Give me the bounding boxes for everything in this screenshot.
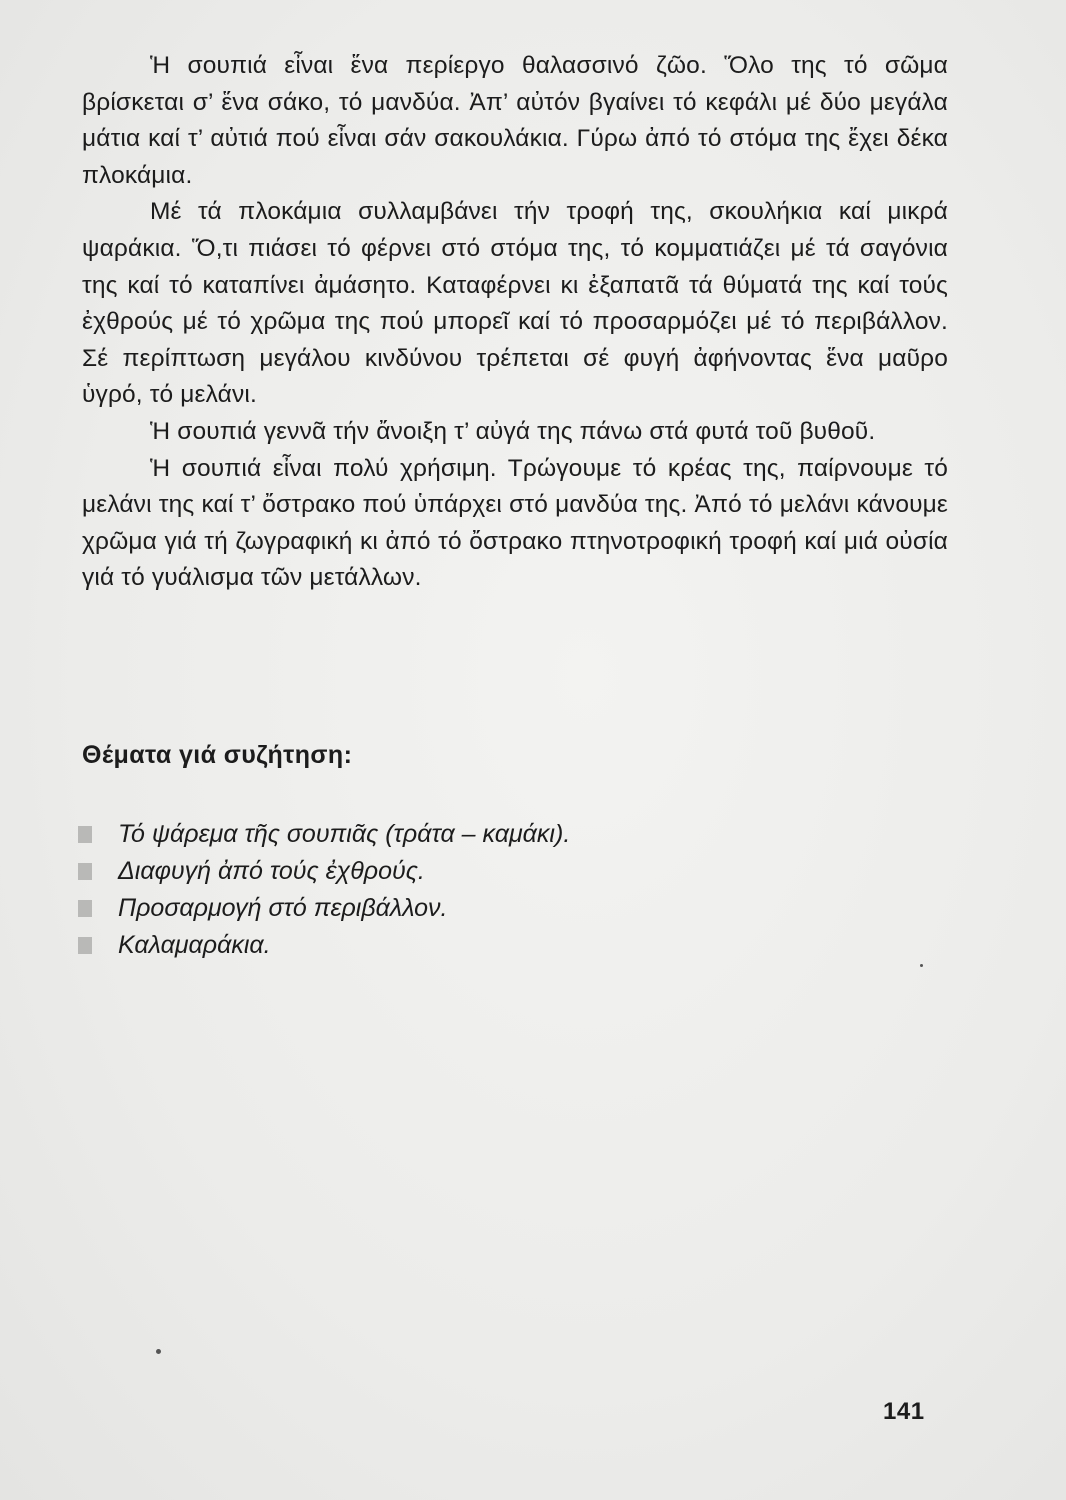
paragraph-usefulness: Ἡ σουπιά εἶναι πολύ χρήσιμη. Τρώγουμε τό κρέας της, παίρνουμε τό μελάνι της καί τ’ ὄστρακο πού ὑπάρχει στό μανδύα της. Ἀπό τό μελάνι κάνουμε χρῶμα γιά τή ζωγραφική κι ἀπό τό ὄστρακο πτηνοτροφική τροφή καί μιά οὐσία γιά τό γυάλισμα τῶν μετάλλων. bbox=[82, 454, 948, 592]
square-bullet-icon bbox=[78, 826, 92, 843]
discussion-topics-list bbox=[78, 816, 570, 964]
topic-text: Διαφυγή ἀπό τούς ἐχθρούς. bbox=[118, 857, 425, 885]
discussion-heading: Θέματα γιά συζήτηση: bbox=[82, 741, 353, 769]
paragraph-feeding-defense: Μέ τά πλοκάμια συλλαμβάνει τήν τροφή της, σκουλήκια καί μικρά ψαράκια. Ὅ,τι πιάσει τό φέρνει στό στόμα της, τό κομματιάζει μέ τά σαγόνια της καί τό καταπίνει ἀμάσητο. Καταφέρνει κι ἐξαπατᾶ τά θύματά της καί τούς ἐχθρούς μέ τό χρῶμα της πού μπορεῖ καί τό προσαρμόζει μέ τό περιβάλλον. Σέ περίπτωση μεγάλου κινδύνου τρέπεται σέ φυγή ἀφήνοντας ἕνα μαῦρο ὑγρό, τό μελάνι. bbox=[82, 198, 948, 409]
list-item bbox=[78, 816, 570, 853]
list-item bbox=[78, 927, 570, 964]
body-text bbox=[82, 48, 948, 597]
topic-text: Καλαμαράκια. bbox=[118, 931, 271, 959]
list-item bbox=[78, 890, 570, 927]
ink-speck bbox=[920, 964, 923, 967]
page-number: 141 bbox=[883, 1398, 925, 1425]
ink-speck bbox=[156, 1349, 161, 1354]
square-bullet-icon bbox=[78, 937, 92, 954]
topic-text: Τό ψάρεμα τῆς σουπιᾶς (τράτα – καμάκι). bbox=[118, 820, 571, 848]
paragraph-reproduction: Ἡ σουπιά γεννᾶ τήν ἄνοιξη τ’ αὐγά της πάνω στά φυτά τοῦ βυθοῦ. bbox=[150, 417, 876, 445]
paragraph-cuttlefish-body: Ἡ σουπιά εἶναι ἕνα περίεργο θαλασσινό ζῶο. Ὅλο της τό σῶμα βρίσκεται σ’ ἕνα σάκο, τό μανδύα. Ἀπ’ αὐτόν βγαίνει τό κεφάλι μέ δύο μεγάλα μάτια καί τ’ αὐτιά πού εἶναι σάν σακουλάκια. Γύρω ἀπό τό στόμα της ἔχει δέκα πλοκάμια. bbox=[82, 52, 948, 189]
square-bullet-icon bbox=[78, 900, 92, 917]
square-bullet-icon bbox=[78, 863, 92, 880]
topic-text: Προσαρμογή στό περιβάλλον. bbox=[118, 894, 448, 922]
list-item bbox=[78, 853, 570, 890]
